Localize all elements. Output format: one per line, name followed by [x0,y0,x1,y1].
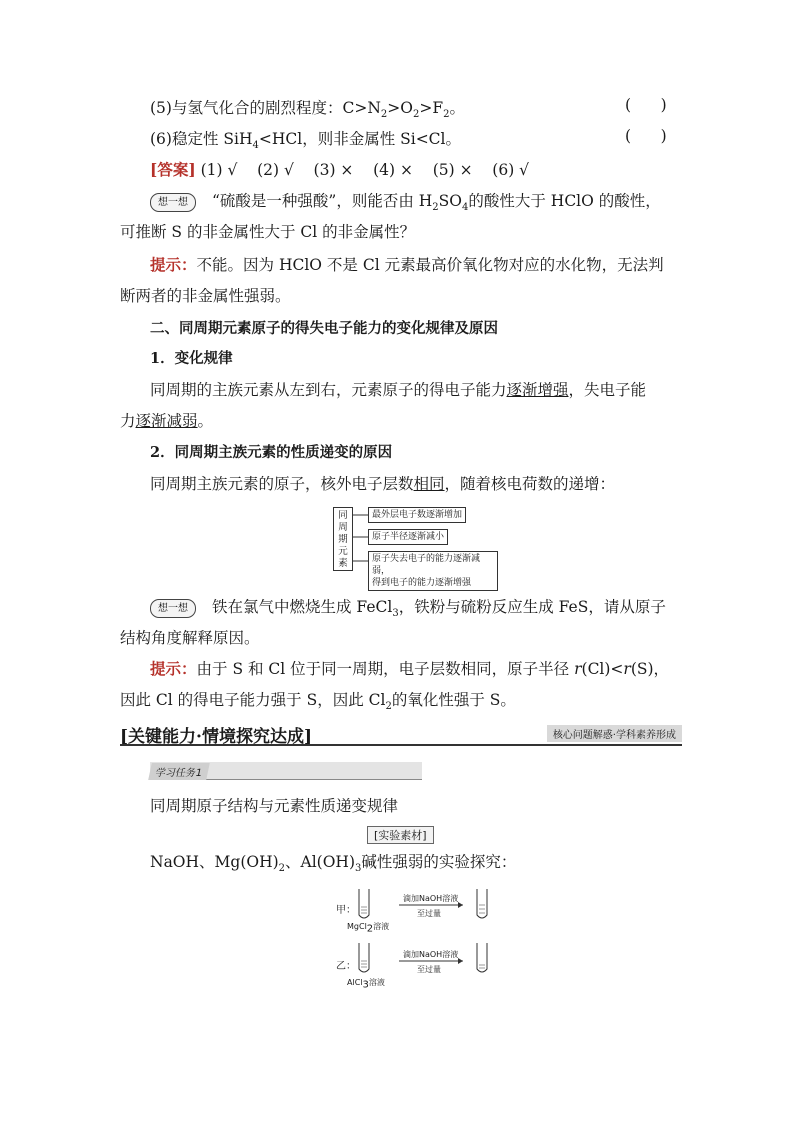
task-label: 学习任务1 [148,763,210,780]
label-mgcl2: MgCl$_2$溶液 [347,922,390,935]
rule-1-line2: 力逐渐减弱。 [120,412,214,430]
section-bar-tag: 核心问题解惑·学科素养形成 [547,725,682,742]
question-5: (5)与氢气化合的剧烈程度：$C>N_2>O_2>F_2$。 [150,99,465,121]
arrow-bottom-label-1: 至过量 [417,909,441,918]
hint-label: 提示： [150,659,197,678]
rule-2-title: 2．同周期主族元素的性质递变的原因 [150,444,393,461]
rule-1-line1: 同周期的主族元素从左到右，元素原子的得电子能力逐渐增强，失电子能 [150,381,647,399]
rule-1-title: 1．变化规律 [150,350,233,367]
arrow-top-label-2: 滴加NaOH溶液 [403,950,459,959]
diagram-box-1: 最外层电子数逐渐增加 [368,507,466,523]
think-badge-icon: 想一想 [150,599,196,618]
diagram-main-box: 同周期元素 [333,507,353,571]
think-prompt-2: 想一想 铁在氯气中燃烧生成 FeCl$_3$，铁粉与硫粉反应生成 FeS，请从原子 [150,595,666,618]
material-label: [实验素材] [367,826,434,844]
key-ability-section-bar [120,722,682,746]
answer-line [150,158,529,180]
answer-label: [答案] [150,160,196,179]
experiment-figure [333,885,503,990]
task-bar [150,762,422,780]
hint-2-line2: 因此 Cl 的得电子能力强于 S，因此 $Cl_2$的氧化性强于 S。 [120,691,516,713]
hint-1: 提示：不能。因为 HClO 不是 Cl 元素最高价氧化物对应的水化物，无法判 [150,255,664,274]
arrow-top-label-1: 滴加NaOH溶液 [403,894,459,903]
trend-diagram [333,503,498,588]
experiment-intro: NaOH、$Mg(OH)_2$、$Al(OH)_3$碱性强弱的实验探究： [150,853,517,875]
hint-1-line2: 断两者的非金属性强弱。 [120,287,291,305]
section-heading: 二、同周期元素原子的得失电子能力的变化规律及原因 [150,320,498,337]
diagram-box-2: 原子半径逐渐减小 [368,529,448,545]
question-6: (6)稳定性 SiH$_4$<HCl，则非金属性 Si<Cl。 [150,130,462,152]
label-yi: 乙： [336,961,356,972]
label-jia: 甲： [336,905,356,916]
think-prompt-2-line2: 结构角度解释原因。 [120,629,260,647]
think-prompt-1-line2: 可推断 S 的非金属性大于 Cl 的非金属性？ [120,223,416,241]
hint-2: 提示：由于 S 和 Cl 位于同一周期，电子层数相同，原子半径 r(Cl)<r(S)， [150,659,670,678]
answer-blank-5: ( ) [625,96,667,114]
diagram-box-3: 原子失去电子的能力逐渐减弱， 得到电子的能力逐渐增强 [368,551,498,591]
task-title: 同周期原子结构与元素性质递变规律 [150,797,399,815]
think-badge-icon: 想一想 [150,193,196,212]
rule-2-line1: 同周期主族元素的原子，核外电子层数相同，随着核电荷数的递增： [150,475,616,493]
answer-blank-6: ( ) [625,127,667,145]
label-alcl3: AlCl$_3$溶液 [347,978,385,991]
think-prompt-1: 想一想 “硫酸是一种强酸”，则能否由 $H_2SO_4$的酸性大于 HClO 的酸性， [150,189,661,212]
answer-items: (1) √ (2) √ (3) × (4) × (5) × (6) √ [200,161,530,179]
hint-label: 提示： [150,255,197,274]
arrow-bottom-label-2: 至过量 [417,965,441,974]
section-bar-title: [关键能力·情境探究达成] [120,727,313,747]
